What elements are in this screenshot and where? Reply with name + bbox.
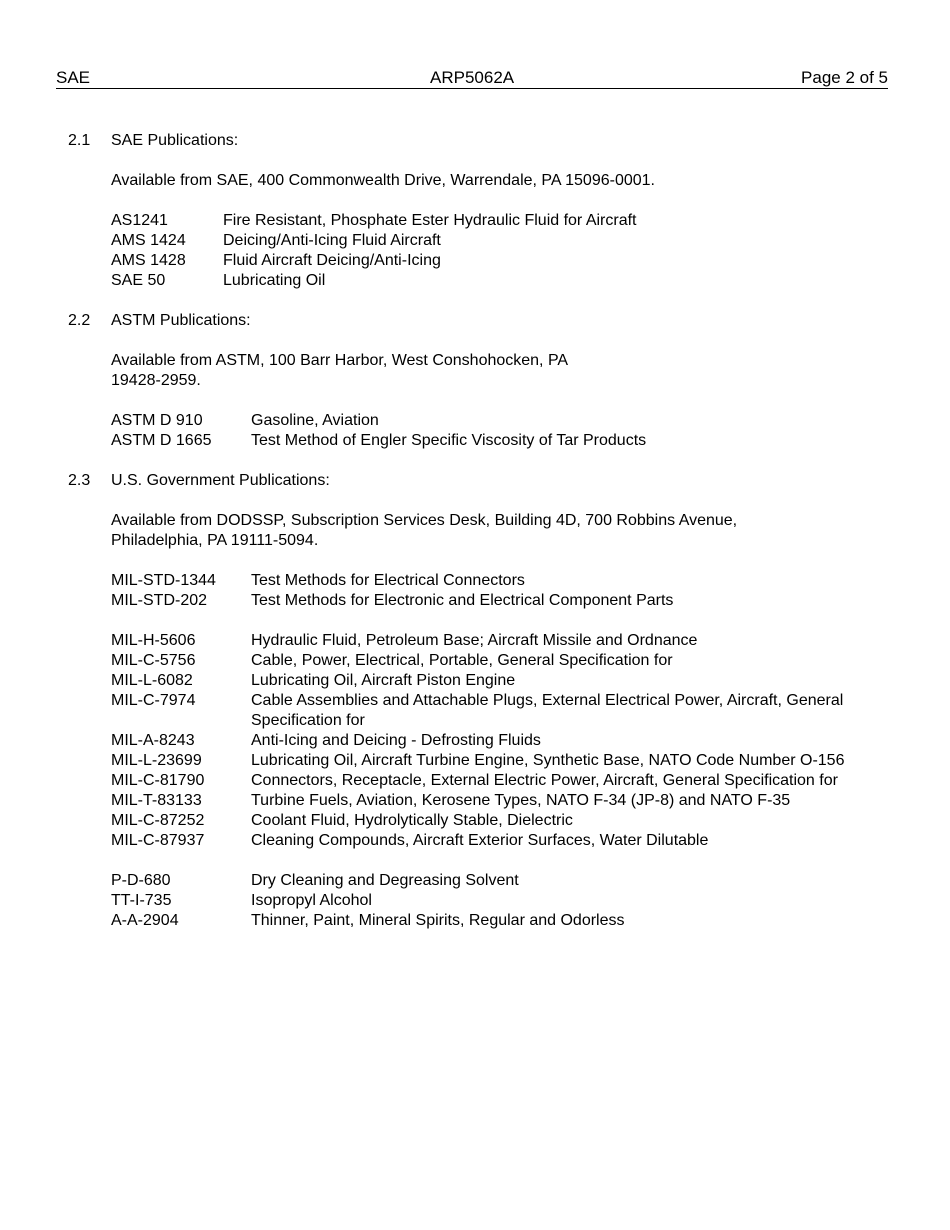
reference-item	[111, 871, 888, 891]
section-sae-publications	[68, 131, 888, 291]
reference-code: ASTM D 1665	[111, 432, 212, 449]
reference-item	[111, 431, 888, 451]
reference-code: AS1241	[111, 212, 168, 229]
reference-title: Isopropyl Alcohol	[251, 892, 372, 909]
reference-code: MIL-H-5606	[111, 632, 196, 649]
reference-title: Dry Cleaning and Degreasing Solvent	[251, 872, 519, 889]
reference-code: SAE 50	[111, 272, 166, 289]
reference-list	[111, 211, 888, 291]
section-number: 2.1	[68, 132, 91, 149]
reference-code: P-D-680	[111, 872, 171, 889]
reference-item	[111, 411, 888, 431]
reference-code: MIL-C-87937	[111, 832, 205, 849]
header-org: SAE	[56, 68, 91, 87]
reference-list-mil-std	[111, 571, 888, 611]
document-body	[68, 131, 888, 931]
reference-item	[111, 891, 888, 911]
reference-item	[111, 911, 888, 931]
reference-code: MIL-STD-202	[111, 592, 208, 609]
reference-item	[111, 571, 888, 591]
reference-title: Gasoline, Aviation	[251, 412, 379, 429]
header-page-number: Page 2 of 5	[801, 68, 888, 87]
availability-text: Available from ASTM, 100 Barr Harbor, West Conshohocken, PA 19428-2959.	[111, 352, 568, 389]
section-title: U.S. Government Publications:	[111, 472, 330, 489]
reference-code: AMS 1428	[111, 252, 186, 269]
reference-title: Cleaning Compounds, Aircraft Exterior Surfaces, Water Dilutable	[251, 832, 709, 849]
reference-title: Fire Resistant, Phosphate Ester Hydraulic Fluid for Aircraft	[223, 212, 637, 229]
reference-code: MIL-A-8243	[111, 732, 195, 749]
reference-code: AMS 1424	[111, 232, 186, 249]
reference-title: Lubricating Oil	[223, 272, 326, 289]
reference-item	[111, 211, 888, 231]
reference-item	[111, 691, 888, 731]
reference-item	[111, 231, 888, 251]
reference-item	[111, 751, 888, 771]
reference-item	[111, 671, 888, 691]
reference-item	[111, 271, 888, 291]
section-heading	[68, 131, 888, 151]
reference-code: MIL-T-83133	[111, 792, 202, 809]
reference-title: Test Methods for Electronic and Electrical Component Parts	[251, 592, 674, 609]
section-number: 2.2	[68, 312, 91, 329]
reference-code: MIL-L-6082	[111, 672, 193, 689]
reference-title: Deicing/Anti-Icing Fluid Aircraft	[223, 232, 441, 249]
reference-code: MIL-C-5756	[111, 652, 196, 669]
reference-title: Test Methods for Electrical Connectors	[251, 572, 525, 589]
reference-item	[111, 831, 888, 851]
section-heading	[68, 311, 888, 331]
reference-item	[111, 631, 888, 651]
reference-code: MIL-C-87252	[111, 812, 205, 829]
section-heading	[68, 471, 888, 491]
header-doc-number: ARP5062A	[430, 68, 515, 87]
reference-title: Coolant Fluid, Hydrolytically Stable, Dielectric	[251, 812, 573, 829]
reference-code: A-A-2904	[111, 912, 179, 929]
reference-title: Anti-Icing and Deicing - Defrosting Fluids	[251, 732, 541, 749]
reference-title: Fluid Aircraft Deicing/Anti-Icing	[223, 252, 441, 269]
reference-list	[111, 411, 888, 451]
reference-item	[111, 591, 888, 611]
section-astm-publications	[68, 311, 888, 451]
reference-title: Hydraulic Fluid, Petroleum Base; Aircraft Missile and Ordnance	[251, 632, 698, 649]
section-title: ASTM Publications:	[111, 312, 251, 329]
section-title: SAE Publications:	[111, 132, 239, 149]
reference-item	[111, 731, 888, 751]
reference-code: MIL-C-7974	[111, 692, 196, 709]
availability-text: Available from SAE, 400 Commonwealth Drive, Warrendale, PA 15096-0001.	[111, 172, 655, 189]
reference-code: ASTM D 910	[111, 412, 203, 429]
availability-text: Available from DODSSP, Subscription Services Desk, Building 4D, 700 Robbins Avenue, Philadelphia, PA 19111-5094.	[111, 512, 738, 549]
reference-code: MIL-L-23699	[111, 752, 202, 769]
reference-code: MIL-C-81790	[111, 772, 205, 789]
reference-title: Thinner, Paint, Mineral Spirits, Regular and Odorless	[251, 912, 625, 929]
reference-code: MIL-STD-1344	[111, 572, 216, 589]
reference-title: Test Method of Engler Specific Viscosity of Tar Products	[251, 432, 647, 449]
page-header	[56, 68, 888, 89]
reference-item	[111, 251, 888, 271]
reference-title: Lubricating Oil, Aircraft Turbine Engine, Synthetic Base, NATO Code Number O-156	[251, 752, 845, 769]
section-us-government-publications	[68, 471, 888, 931]
section-number: 2.3	[68, 472, 91, 489]
reference-title: Connectors, Receptacle, External Electric Power, Aircraft, General Specification for	[251, 772, 838, 789]
reference-item	[111, 791, 888, 811]
reference-title: Lubricating Oil, Aircraft Piston Engine	[251, 672, 516, 689]
reference-item	[111, 811, 888, 831]
reference-list-federal-spec	[111, 871, 888, 931]
reference-item	[111, 651, 888, 671]
reference-list-mil-spec	[111, 631, 888, 851]
reference-title: Turbine Fuels, Aviation, Kerosene Types, NATO F-34 (JP-8) and NATO F-35	[251, 792, 791, 809]
reference-title: Cable Assemblies and Attachable Plugs, External Electrical Power, Aircraft, General Specification for	[251, 692, 844, 729]
reference-title: Cable, Power, Electrical, Portable, General Specification for	[251, 652, 673, 669]
reference-item	[111, 771, 888, 791]
reference-code: TT-I-735	[111, 892, 172, 909]
